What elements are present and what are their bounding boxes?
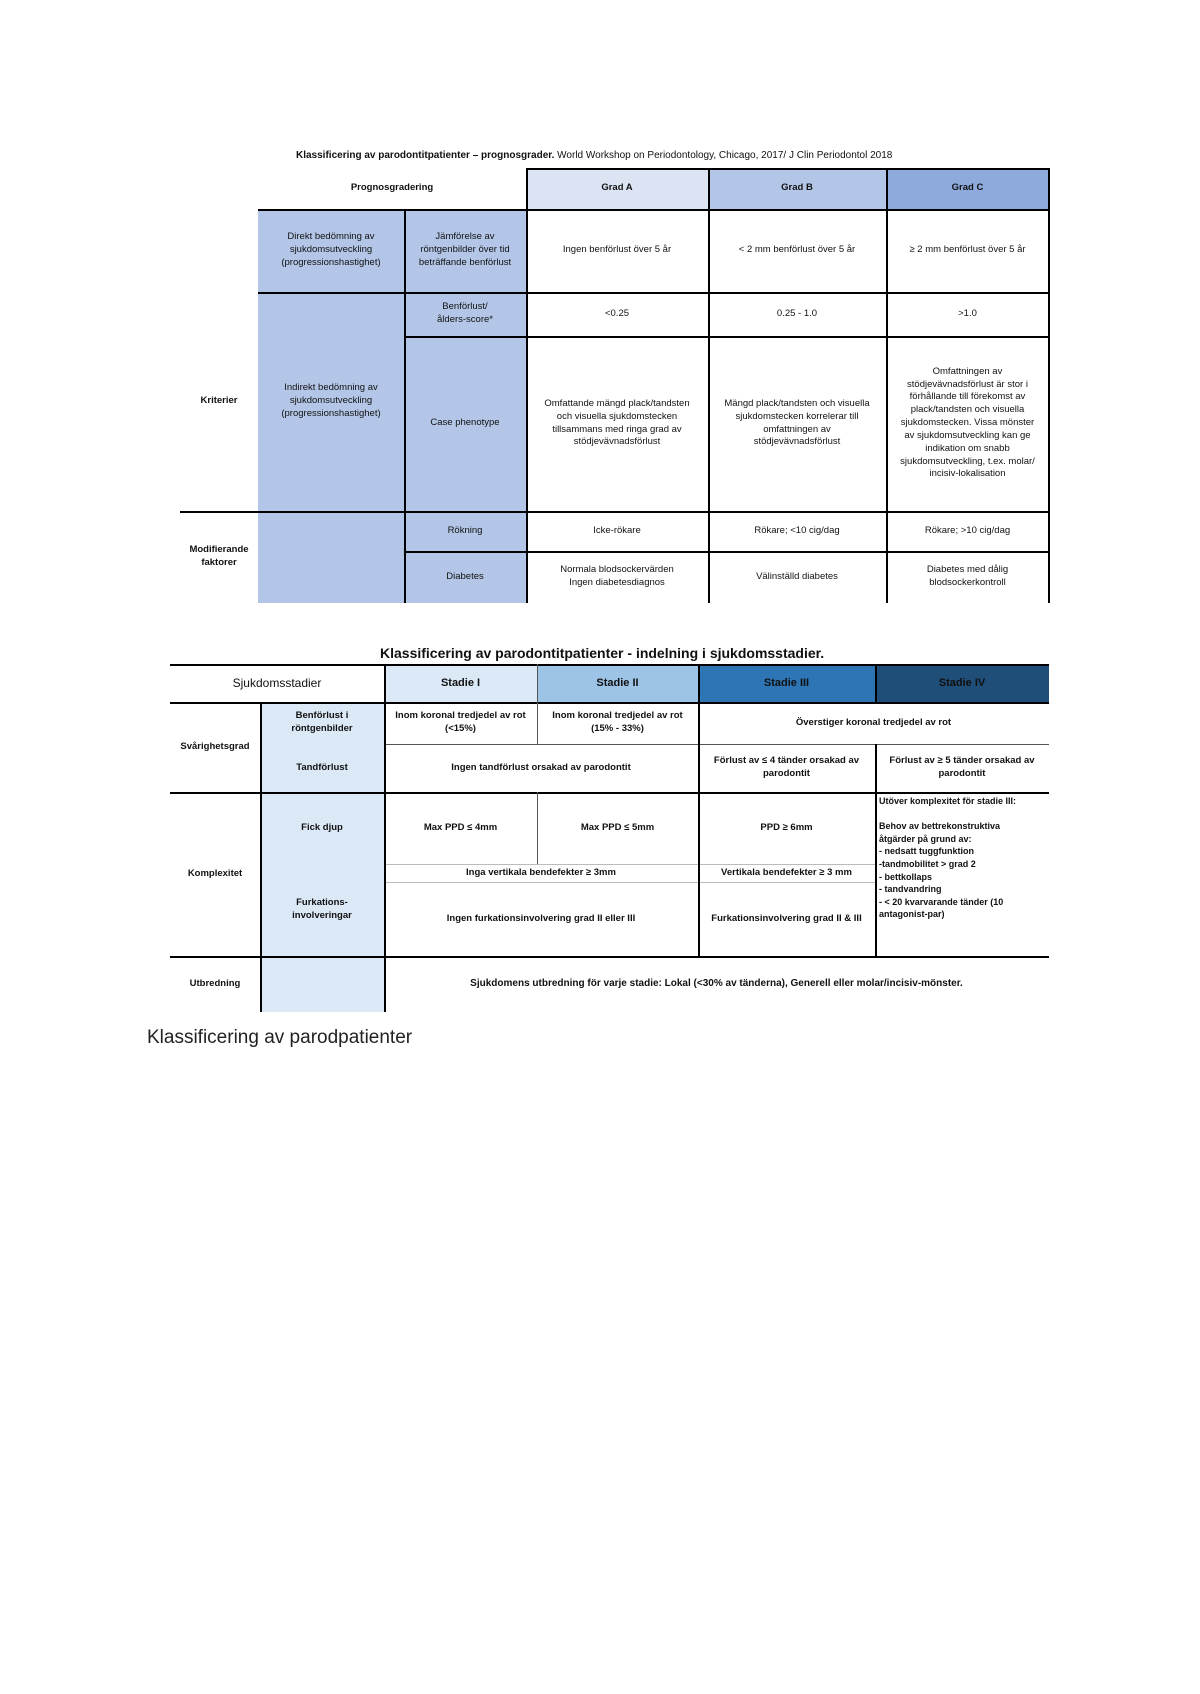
t1-line	[526, 168, 1049, 170]
row4-grad-a: Icke-rökare	[593, 524, 641, 536]
t1-line	[258, 292, 1049, 294]
t2-line	[384, 882, 875, 883]
case-phenotype: Case phenotype	[430, 417, 500, 429]
row1-grad-c: ≥ 2 mm benförlust över 5 år	[909, 244, 1026, 256]
table2-title: Klassificering av parodontitpatienter - indelning i sjukdomsstadier.	[380, 645, 825, 661]
t2-line	[384, 744, 1049, 745]
fu-stadie-1-2: Ingen furkationsinvolvering grad II eller III	[446, 912, 636, 924]
benforlust-score: Benförlust/ ålders-score*	[437, 301, 493, 325]
row5-grad-c: Diabetes med dålig blodsockerkontroll	[926, 564, 1009, 588]
header-stadie-4: Stadie IV	[875, 664, 1049, 702]
table1-title	[296, 150, 892, 161]
bf-stadie-3-4: Överstiger koronal tredjedel av rot	[795, 716, 952, 728]
row2-grad-b: 0.25 - 1.0	[776, 307, 818, 319]
t2-line	[875, 664, 877, 702]
row1-grad-a: Ingen benförlust över 5 år	[562, 244, 672, 256]
stadie-4-complexity: Utöver komplexitet för stadie III: Behov av bettrekonstruktiva åtgärder på grund av: - nedsatt tuggfunktion -tandmobilitet > grad 2 - bettkollaps - tandvandring - < 20 kvarvarande tänder (10 antagonist-par)	[879, 796, 1017, 920]
header-stadie-2: Stadie II	[537, 664, 698, 702]
t2-line	[170, 702, 1049, 704]
vert-stadie-3: Vertikala bendefekter ≥ 3 mm	[721, 866, 852, 878]
utbredning-label: Utbredning	[189, 977, 241, 989]
header-stadie-3: Stadie III	[698, 664, 875, 702]
t2-line	[170, 956, 1049, 958]
header-sjukdomsstadier: Sjukdomsstadier	[232, 675, 322, 690]
komplexitet-label: Komplexitet	[187, 867, 243, 879]
t1-line	[886, 168, 888, 603]
t2-line	[260, 702, 262, 1012]
header-stadie-1: Stadie I	[384, 664, 537, 702]
t1-line	[526, 168, 528, 603]
row3-grad-c: Omfattningen av stödjevävnadsförlust är stor i förhållande till förekomst av plack/tandsten och visuella sjukdomstecken. Vissa mönster av sjukdomsutveckling kan ge indikation om snabb sjukdomsutveckling, t.ex. molar/ incisiv-lokalisation	[900, 365, 1035, 480]
t2-line	[698, 664, 700, 956]
svarighetsgrad-label: Svårighetsgrad	[180, 740, 250, 752]
t2-line	[537, 664, 538, 744]
jamforelse-rontgen: Jämförelse av röntgenbilder över tid beträffande benförlust	[418, 231, 512, 268]
t1-line	[404, 336, 1049, 338]
row2-grad-a: <0.25	[604, 307, 630, 319]
t1-line	[708, 168, 710, 603]
caption: Klassificering av parodpatienter	[147, 1027, 413, 1048]
t1-line	[404, 551, 1049, 553]
t1-line	[180, 511, 1049, 513]
row4-grad-b: Rökare; <10 cig/dag	[754, 524, 840, 536]
row3-grad-b: Mängd plack/tandsten och visuella sjukdomstecken korrelerar till omfattningen av stödjevävnadsförlust	[724, 397, 870, 448]
fick-djup-label: Fick djup	[301, 821, 343, 833]
t1-line	[404, 209, 406, 603]
tf-stadie-4: Förlust av ≥ 5 tänder orsakad av parodontit	[889, 755, 1035, 779]
row4-grad-c: Rökare; >10 cig/dag	[924, 524, 1011, 536]
row3-grad-a: Omfattande mängd plack/tandsten och visuella sjukdomstecken tillsammans med ringa grad av stödjevävnadsförlust	[544, 397, 690, 448]
row1-grad-b: < 2 mm benförlust över 5 år	[738, 244, 856, 256]
indirekt-bedomning: Indirekt bedömning av sjukdomsutveckling (progressionshastighet)	[281, 382, 381, 419]
row5-grad-b: Välinställd diabetes	[756, 570, 838, 582]
header-prognosgradering: Prognosgradering	[350, 182, 434, 194]
benforlust-rontgen: Benförlust i röntgenbilder	[291, 710, 353, 734]
direkt-bedomning: Direkt bedömning av sjukdomsutveckling (progressionshastighet)	[281, 231, 381, 268]
diabetes-label: Diabetes	[446, 570, 484, 582]
t2-line	[170, 664, 1049, 666]
fd-stadie-1: Max PPD ≤ 4mm	[423, 821, 498, 833]
fd-stadie-2: Max PPD ≤ 5mm	[580, 821, 655, 833]
tandforlust-label: Tandförlust	[296, 761, 348, 773]
modifierande-label: Modifierande faktorer	[189, 544, 249, 568]
bf-stadie-1: Inom koronal tredjedel av rot (<15%)	[395, 710, 526, 734]
fd-stadie-3: PPD ≥ 6mm	[760, 821, 813, 833]
t2-line	[875, 744, 877, 956]
row5-grad-a: Normala blodsockervärden Ingen diabetesdiagnos	[560, 564, 674, 588]
bf-stadie-2: Inom koronal tredjedel av rot (15% - 33%)	[552, 710, 683, 734]
row2-grad-c: >1.0	[958, 307, 977, 319]
kriterier-label: Kriterier	[200, 395, 238, 407]
t1-line	[1048, 168, 1050, 603]
utbredning-text: Sjukdomens utbredning för varje stadie: Lokal (<30% av tänderna), Generell eller molar/incisiv-mönster.	[470, 978, 963, 990]
t2-line	[384, 864, 875, 865]
t2-line	[170, 792, 1049, 794]
t2-line	[537, 792, 538, 864]
table1-title-rest: World Workshop on Periodontology, Chicago, 2017/ J Clin Periodontol 2018	[554, 150, 893, 161]
header-grad-b: Grad B	[708, 168, 886, 209]
fu-stadie-3: Furkationsinvolvering grad II & III	[711, 912, 862, 924]
tf-stadie-1-2: Ingen tandförlust orsakad av parodontit	[451, 761, 631, 773]
furkation-label: Furkations- involveringar	[292, 897, 352, 921]
rokning-label: Rökning	[447, 524, 483, 536]
vert-stadie-1-2: Inga vertikala bendefekter ≥ 3mm	[466, 866, 616, 878]
header-grad-a: Grad A	[526, 168, 708, 209]
header-grad-c: Grad C	[886, 168, 1049, 209]
table1-title-bold: Klassificering av parodontitpatienter – prognosgrader.	[296, 150, 555, 161]
tf-stadie-3: Förlust av ≤ 4 tänder orsakad av parodontit	[713, 755, 860, 779]
t1-line	[258, 209, 1049, 211]
t2-line	[384, 664, 386, 1012]
